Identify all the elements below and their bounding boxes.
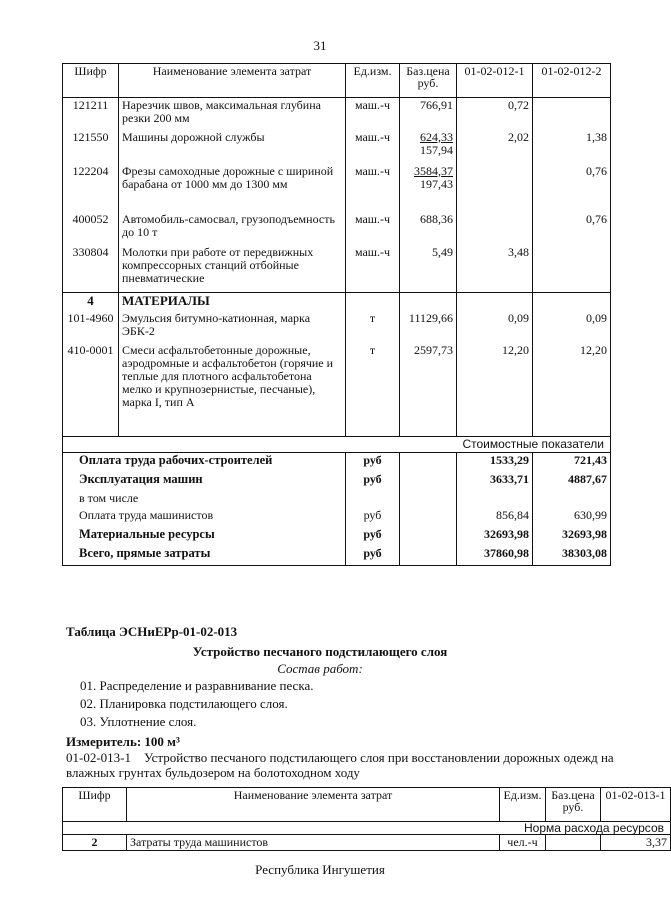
row-price-cell: [400, 164, 457, 212]
row-value-2: 1,38: [586, 129, 607, 144]
row-name: Смеси асфальтобетонные дорожные, аэродромные и асфальтобетон (горячие и теплые для плотного асфальтобетона мелко и крупнозернистые, песчаные), марка I, тип А: [119, 343, 346, 437]
row-value-1: 3,37: [646, 835, 667, 849]
row-code: 121550: [63, 130, 119, 164]
row-unit: маш.-ч: [346, 130, 400, 164]
section-row: [63, 293, 611, 311]
row-code: 330804: [63, 245, 119, 293]
cost-caption: Стоимостные показатели: [462, 437, 604, 451]
section-number: 4: [63, 293, 119, 311]
row-unit: т: [346, 343, 400, 437]
row-name: Автомобиль-самосвал, грузоподъемность до 10 т: [119, 212, 346, 245]
row-unit: маш.-ч: [346, 164, 400, 212]
summary-value-1: 856,84: [457, 508, 533, 527]
summary-value-2: 630,99: [574, 507, 607, 522]
measurement-unit: Измеритель: 100 м³: [66, 734, 180, 749]
header-col1: 01-02-012-1: [457, 64, 533, 98]
row-value-1: [457, 164, 533, 212]
table-row: [63, 212, 611, 245]
norm-description: [66, 750, 626, 780]
summary-row: [63, 453, 611, 472]
row-value-2: 0,76: [586, 163, 607, 178]
row-code: 121211: [63, 98, 119, 130]
summary-row: [63, 527, 611, 546]
summary-unit: руб: [346, 453, 400, 472]
table-header: [63, 788, 671, 822]
table-row: [63, 835, 671, 851]
work-step: 01. Распределение и разравнивание песка.: [80, 678, 314, 693]
row-name: Затраты труда машинистов: [127, 835, 500, 851]
table-subtitle: Устройство песчаного подстилающего слоя: [192, 644, 448, 659]
row-value-2: 0,76: [586, 211, 607, 226]
row-value-1: 3,48: [457, 245, 533, 293]
summary-value-1: 1533,29: [457, 453, 533, 472]
summary-value-2: 4887,67: [568, 471, 607, 486]
row-value-1: 0,72: [457, 98, 533, 130]
work-step: 02. Планировка подстилающего слоя.: [80, 696, 288, 711]
work-composition-heading: Состав работ:: [277, 661, 363, 676]
summary-value-1: 32693,98: [457, 527, 533, 546]
row-name: Машины дорожной службы: [119, 130, 346, 164]
summary-value-1: 37860,98: [457, 546, 533, 566]
summary-unit: руб: [346, 508, 400, 527]
table-row: [63, 130, 611, 164]
row-value-2: 12,20: [580, 342, 607, 357]
row-price-cell: [400, 130, 457, 164]
cost-caption-row: [63, 437, 611, 453]
table-row: [63, 245, 611, 293]
table-header: [63, 64, 611, 98]
page-number: 31: [313, 38, 327, 53]
row-unit: маш.-ч: [346, 245, 400, 293]
row-price: 2597,73: [400, 343, 457, 437]
section-title: МАТЕРИАЛЫ: [119, 293, 346, 311]
row-price: 3584,37: [414, 163, 453, 178]
header-price: Баз.цена руб.: [546, 788, 601, 822]
summary-row: [63, 546, 611, 566]
summary-unit: руб: [346, 527, 400, 546]
table-row: [63, 98, 611, 130]
work-step: 03. Уплотнение слоя.: [80, 714, 197, 729]
header-price: Баз.цена руб.: [400, 64, 457, 98]
row-price: 624,33: [420, 129, 453, 144]
row-price: [546, 835, 601, 851]
row-code: 101-4960: [63, 311, 119, 343]
summary-label: Оплата труда рабочих-строителей: [63, 453, 346, 472]
row-code: 400052: [63, 212, 119, 245]
row-price-secondary: 197,43: [420, 176, 453, 191]
row-unit: т: [346, 311, 400, 343]
row-value-2: [533, 245, 611, 293]
row-name: Фрезы самоходные дорожные с шириной барабана от 1000 мм до 1300 мм: [119, 164, 346, 212]
row-name: Нарезчик швов, максимальная глубина резки 200 мм: [119, 98, 346, 130]
norma-caption-row: [63, 822, 671, 835]
row-price: 5,49: [400, 245, 457, 293]
summary-value-2: 38303,08: [562, 545, 607, 560]
row-code: 410-0001: [63, 343, 119, 437]
footer: Республика Ингушетия: [255, 862, 385, 877]
summary-label: Материальные ресурсы: [63, 527, 346, 546]
row-price-secondary: 157,94: [420, 142, 453, 157]
row-name: Молотки при работе от передвижных компрессорных станций отбойные пневматические: [119, 245, 346, 293]
row-value-2: 0,09: [586, 310, 607, 325]
summary-row: [63, 508, 611, 527]
header-col1: 01-02-013-1: [601, 788, 671, 822]
summary-row: [63, 472, 611, 491]
table-row: [63, 311, 611, 343]
row-value-2: [533, 98, 611, 130]
row-value-1: [457, 212, 533, 245]
resource-table-2: [62, 787, 671, 851]
summary-label: Всего, прямые затраты: [63, 546, 346, 566]
header-code: Шифр: [63, 64, 119, 98]
row-unit: чел.-ч: [500, 835, 546, 851]
table-title: Таблица ЭСНиЕРр-01-02-013: [66, 624, 238, 639]
row-name: Эмульсия битумно-катионная, марка ЭБК-2: [119, 311, 346, 343]
row-price: 688,36: [400, 212, 457, 245]
summary-value-2: 721,43: [574, 453, 607, 467]
row-value-1: 12,20: [457, 343, 533, 437]
row-code: 122204: [63, 164, 119, 212]
summary-value-1: 3633,71: [457, 472, 533, 491]
norm-code: 01-02-013-1: [66, 750, 131, 765]
norm-text: Устройство песчаного подстилающего слоя при восстановлении дорожных одежд на влажных грунтах бульдозером на болотоходном ходу: [66, 750, 614, 780]
table-row: [63, 164, 611, 212]
table-row: [63, 343, 611, 437]
row-unit: маш.-ч: [346, 212, 400, 245]
header-code: Шифр: [63, 788, 127, 822]
header-col2: 01-02-012-2: [533, 64, 611, 98]
row-value-1: 0,09: [457, 311, 533, 343]
resource-table: [62, 63, 611, 566]
summary-unit: руб: [346, 546, 400, 566]
summary-row: [63, 491, 611, 508]
summary-label: Оплата труда машинистов: [63, 508, 346, 527]
header-unit: Ед.изм.: [346, 64, 400, 98]
summary-label: Эксплуатация машин: [63, 472, 346, 491]
header-name: Наименование элемента затрат: [127, 788, 500, 822]
summary-value-2: 32693,98: [562, 526, 607, 541]
row-unit: маш.-ч: [346, 98, 400, 130]
summary-unit: руб: [346, 472, 400, 491]
norma-caption: Норма расхода ресурсов: [524, 821, 664, 835]
header-name: Наименование элемента затрат: [119, 64, 346, 98]
row-price: 766,91: [400, 98, 457, 130]
summary-label: в том числе: [63, 491, 346, 508]
row-price: 11129,66: [400, 311, 457, 343]
row-value-1: 2,02: [457, 130, 533, 164]
header-unit: Ед.изм.: [500, 788, 546, 822]
row-code: 2: [63, 835, 127, 851]
